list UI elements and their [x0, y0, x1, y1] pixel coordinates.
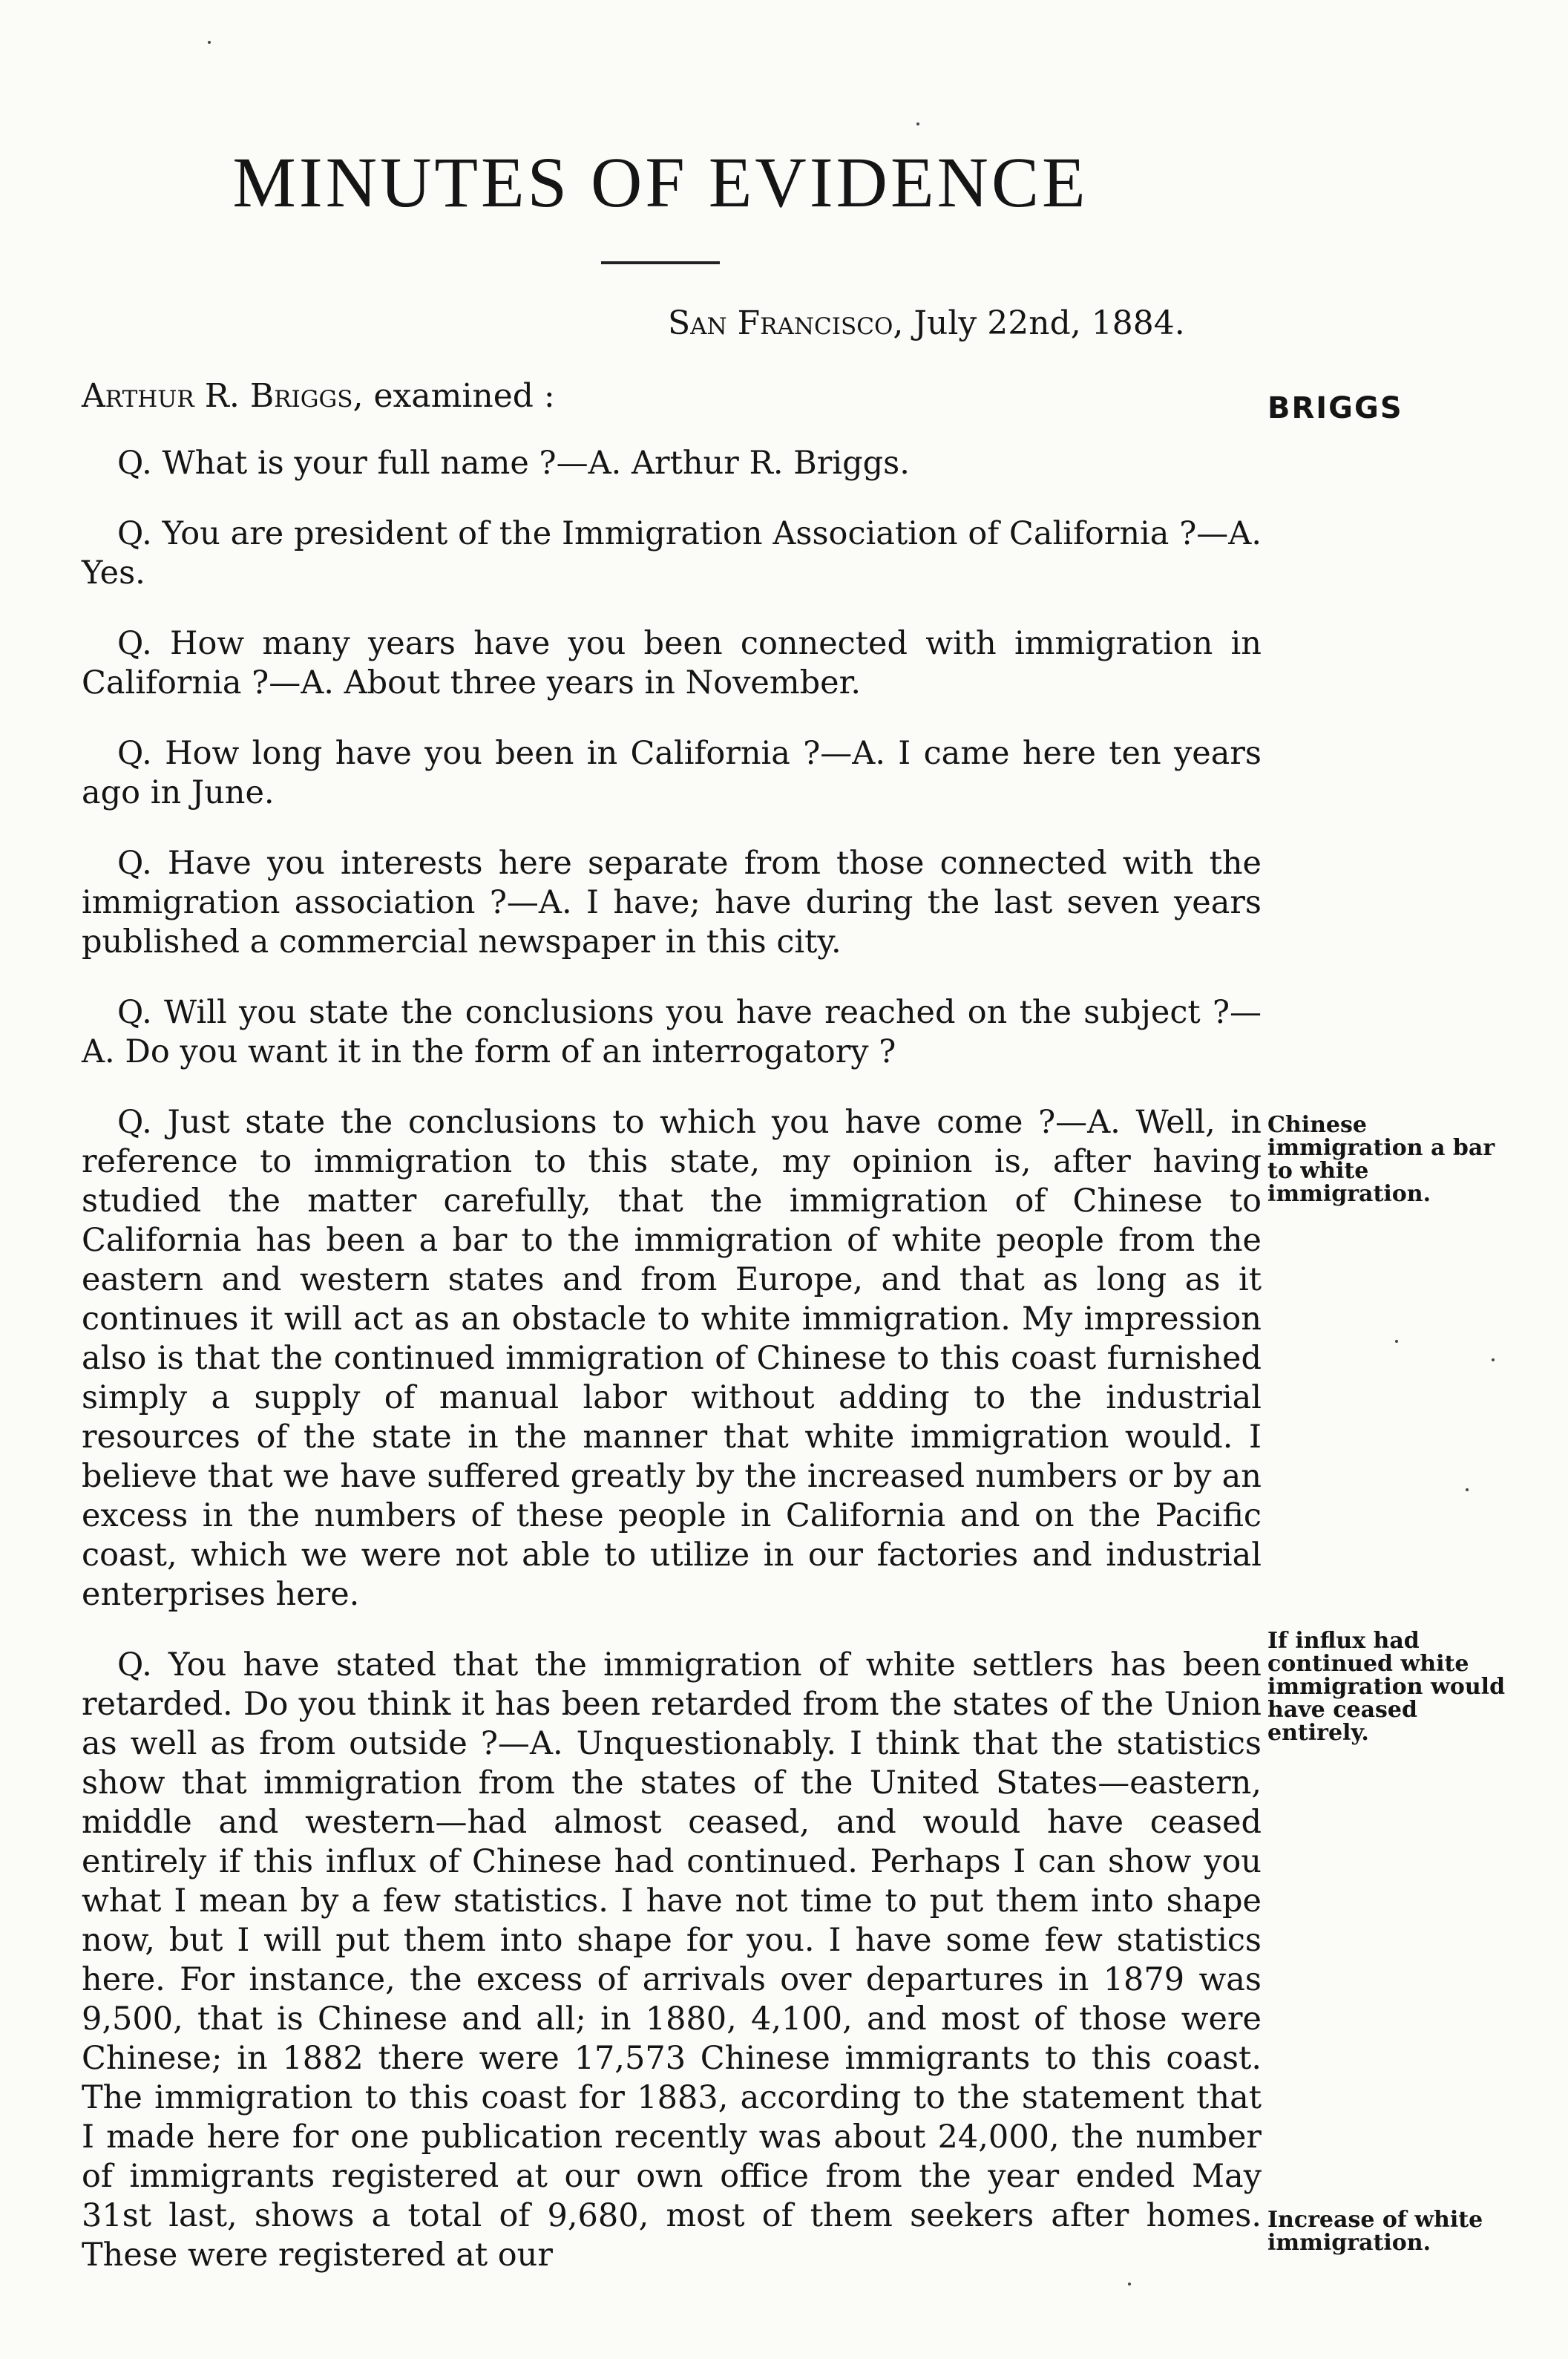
testimony-paragraph: Q. How long have you been in California ?—A. I came here ten years ago in June. — [82, 735, 1262, 811]
witness-line — [82, 377, 555, 415]
scan-speck — [1128, 2283, 1131, 2286]
dateline — [668, 304, 1262, 342]
dateline-date: July 22nd, 1884. — [913, 304, 1185, 342]
margin-note: Chinese immigration a bar to white immigration. — [1267, 1112, 1495, 1207]
witness-status: examined : — [373, 377, 555, 415]
witness-name: Arthur R. Briggs, — [82, 377, 364, 415]
scan-speck — [1395, 1340, 1398, 1343]
testimony-paragraph: Q. You have stated that the immigration of white settlers has been retarded. Do you think it has been retarded from the states of the Union as well as from outside ?—A. Unquestionably. I think that the statistics show that immigration from the states of the United States—eastern, middle and western—had almost ceased, and would have ceased entirely if this influx of Chinese had continued. Perhaps I can show you what I mean by a few statistics. I have not time to put them into shape now, but I will put them into shape for you. I have some few statistics here. For instance, the excess of arrivals over departures in 1879 was 9,500, that is Chinese and all; in 1880, 4,100, and most of those were Chinese; in 1882 there were 17,573 Chinese immigrants to this coast. The immigration to this coast for 1883, according to the statement that I made here for one publication recently was about 24,000, the number of immigrants registered at our own office from the year ended May 31st last, shows a total of 9,680, most of them seekers after homes. These were registered at our — [82, 1646, 1262, 2274]
scan-speck — [208, 41, 211, 44]
testimony-paragraph: Q. Just state the conclusions to which you have come ?—A. Well, in reference to immigration to this state, my opinion is, after having studied the matter carefully, that the immigration of Chinese to California has been a bar to the immigration of white people from the eastern and western states and from Europe, and that as long as it continues it will act as an obstacle to white immigration. My impression also is that the continued immigration of Chinese to this coast furnished simply a supply of manual labor without adding to the industrial resources of the state in the manner that white immigration would. I believe that we have suffered greatly by the increased numbers or by an excess in the numbers of these people in California and on the Pacific coast, which we were not able to utilize in our factories and industrial enterprises here. — [82, 1104, 1262, 1613]
scan-speck — [916, 122, 919, 125]
testimony-paragraph: Q. How many years have you been connected with immigration in California ?—A. About three years in November. — [82, 625, 1262, 701]
testimony-paragraph: Q. Will you state the conclusions you have reached on the subject ?—A. Do you want it in the form of an interrogatory ? — [82, 994, 1262, 1070]
margin-witness-name: BRIGGS — [1267, 391, 1403, 425]
testimony-body — [82, 444, 1262, 2306]
margin-note: Increase of white immigration. — [1267, 2207, 1483, 2256]
scan-speck — [1466, 1488, 1469, 1491]
testimony-paragraph: Q. Have you interests here separate from those connected with the immigration association ?—A. I have; have during the last seven years published a commercial newspaper in this city. — [82, 845, 1262, 961]
testimony-paragraph: Q. What is your full name ?—A. Arthur R. Briggs. — [117, 445, 910, 482]
margin-note: If influx had continued white immigration would have ceased entirely. — [1267, 1628, 1506, 1746]
title-rule — [601, 261, 720, 264]
testimony-paragraph: Q. You are president of the Immigration Association of California ?—A. Yes. — [82, 515, 1262, 592]
scan-speck — [1492, 1358, 1495, 1361]
dateline-place: San Francisco, — [668, 304, 904, 342]
page-title: MINUTES OF EVIDENCE — [232, 143, 1089, 222]
